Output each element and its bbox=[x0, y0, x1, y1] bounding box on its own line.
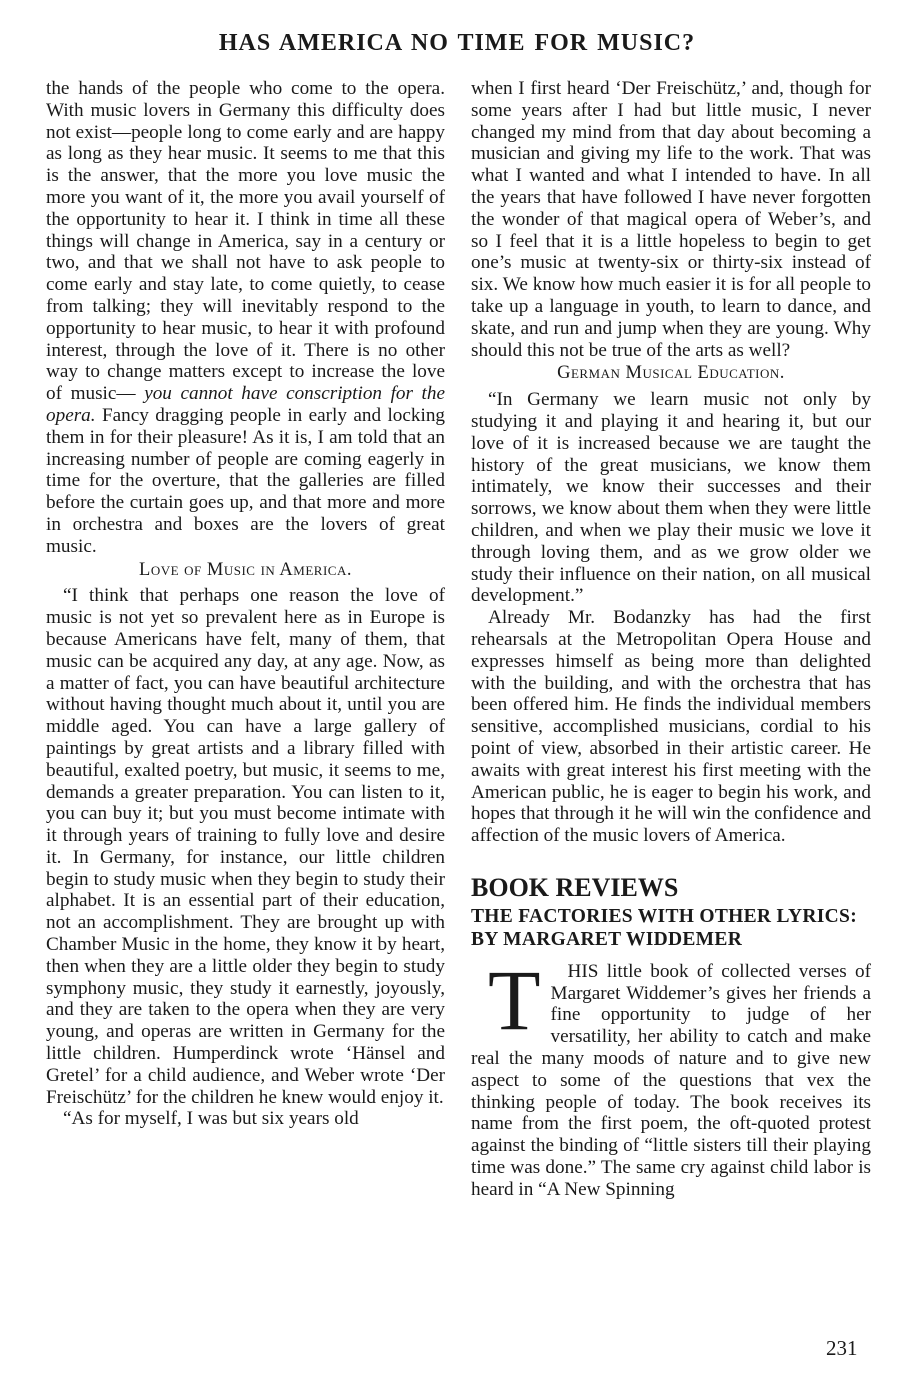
page-number: 231 bbox=[826, 1336, 858, 1360]
paragraph-text: Fancy dragging people in early and locking them in for their pleasure! As it is, I am told that an increasing number of people are coming eagerly in time for the overture, that the galleries are filled before the curtain goes up, and that more and more in orchestra and boxes are the lovers of great music. bbox=[46, 404, 446, 557]
review-body bbox=[471, 951, 871, 1201]
review-text: HIS little book of collected verses of Margaret Widdemer’s gives her friends a fine opportunity to judge of her versatility, her ability to catch and make real the many moods of nature and to give new aspect to some of the questions that vex the thinking people of today. The book receives its name from the first poem, the oft-quoted protest against the binding of “little sisters till their playing time was done.” The same cry against child labor is heard in “A New Spinning bbox=[471, 960, 871, 1200]
paragraph: “In Germany we learn music not only by studying it and playing it and hearing it, but our love of it is increased because we are taught the history of the great musicians, we know them intimately, we know their successes and their sorrows, we know about them when they were little children, and when we play their music we love it through loving them, and as we grow older we study their influence on their nation, on all musical development.” bbox=[471, 389, 871, 607]
review-title: THE FACTORIES WITH OTHER LYRICS: BY MARGARET WIDDEMER bbox=[471, 905, 857, 950]
paragraph bbox=[46, 78, 445, 558]
subhead-german-education: German Musical Education. bbox=[557, 363, 785, 384]
left-column bbox=[46, 78, 445, 1130]
italic-phrase: you cannot have conscription for the opera. bbox=[46, 383, 445, 426]
subhead-love-of-music: Love of Music in America. bbox=[139, 559, 352, 580]
paragraph: “I think that perhaps one reason the love of music is not yet so prevalent here as in Europe is because Americans have felt, many of them, that music can be acquired any day, at any age. Now, as a matter of fact, you can have beautiful architecture without having thought much about it, until you are middle aged. You can have a large gallery of paintings by great artists and a library filled with beautiful, exalted poetry, but music, it seems to me, demands a greater preparation. You can listen to it, you can buy it; but you must become intimate with it through years of training to fully love and desire it. In Germany, for instance, our little children begin to study music when they begin to study their alphabet. It is an essential part of their education, not an accomplishment. They are brought up with Chamber Music in the home, they know it by heart, then when they are a little older they begin to study symphony music, they study it earnestly, joyously, and they are taken to the opera when they are very young, and operas are written in Germany for the little children. Humperdinck wrote ‘Hänsel and Gretel’ for a child audience, and Weber wrote ‘Der Freischütz’ for the children he knew would enjoy it. bbox=[46, 585, 445, 1108]
paragraph: Already Mr. Bodanzky has had the first rehearsals at the Metropolitan Opera House and expresses himself as being more than delighted with the building, and with the orchestra that has been offered him. He finds the individual members sensitive, accomplished musicians, cordial to his point of view, absorbed in their artistic career. He awaits with great interest his first meeting with the American public, he is eager to begin his work, and hopes that through it he will win the confidence and affection of the music lovers of America. bbox=[471, 607, 871, 847]
paragraph-text: the hands of the people who come to the opera. With music lovers in Germany this difficulty does not exist—people long to come early and are happy as long as they hear music. It seems to me that this is the answer, that the more you love music the more you want of it, the more you avail yourself of the opportunity to hear it. I think in time all these things will change in America, say in a century or two, and that we shall not have to ask people to come early and stay late, to come quietly, to cease from talking; they will inevitably respond to the opportunity to hear music, to hear it with profound interest, through the love of it. There is no other way to change matters except to increase the love of music— bbox=[46, 78, 445, 405]
book-reviews-heading: BOOK REVIEWS bbox=[471, 872, 679, 902]
right-column bbox=[471, 78, 871, 1201]
drop-cap: T bbox=[488, 951, 541, 1048]
paragraph: when I first heard ‘Der Freischütz,’ and, though for some years after I had but little music, I never changed my mind from that day about becoming a musician and giving my life to the work. That was what I wanted and what I intended to have. In all the years that have followed I have never forgotten the wonder of that magical opera of Weber’s, and so I feel that it is a little hopeless to begin to get one’s music at twenty-six or thirty-six instead of six. We know how much easier it is for all people to take up a language in youth, to learn to dance, and skate, and run and jump when they are young. Why should this not be true of the arts as well? bbox=[471, 78, 871, 361]
running-head: HAS AMERICA NO TIME FOR MUSIC? bbox=[218, 30, 696, 56]
paragraph: “As for myself, I was but six years old bbox=[63, 1108, 359, 1130]
